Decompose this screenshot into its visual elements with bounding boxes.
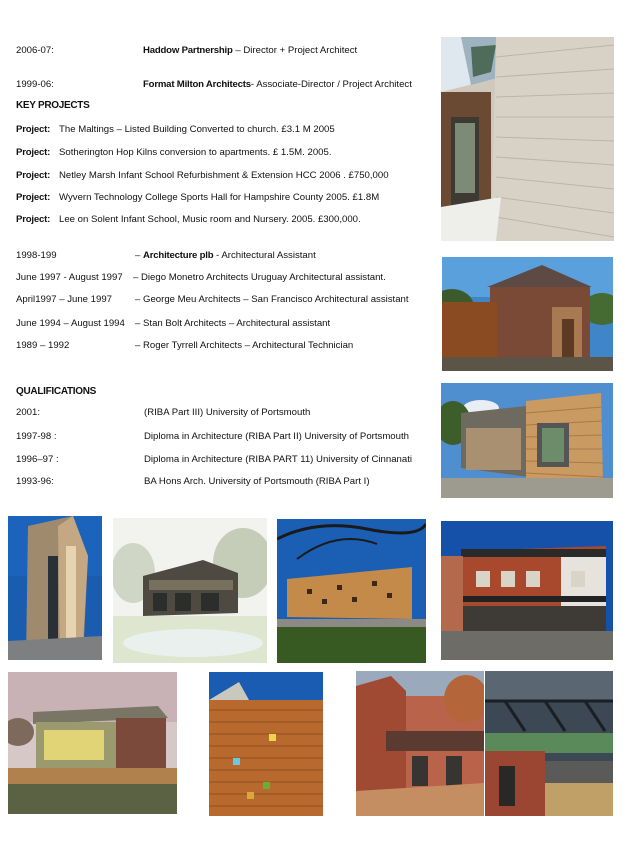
earlier-date-2: June 1997 - August 1997	[16, 272, 123, 283]
project-item: Sotherington Hop Kilns conversion to apartments. £ 1.5M. 2005.	[59, 147, 332, 158]
earlier-entry-4: – Stan Bolt Architects – Architectural assistant	[135, 318, 331, 329]
photo-school-dusk	[8, 672, 177, 814]
project-label: Project:	[16, 124, 51, 135]
employment-date-1: 2006-07:	[16, 45, 54, 56]
project-item: Netley Marsh Infant School Refurbishment & Extension HCC 2006 . £750,000	[59, 170, 389, 181]
firm-name: Architecture plb	[143, 250, 214, 261]
qualification-date: 1996–97 :	[16, 454, 59, 465]
earlier-entry-5: – Roger Tyrrell Architects – Architectural Technician	[135, 340, 354, 351]
project-label: Project:	[16, 147, 51, 158]
firm-name: Format Milton Architects	[143, 79, 251, 90]
photo-timber-wall	[209, 672, 323, 816]
photo-concrete-corridor	[441, 37, 614, 241]
qualification-date: 1997-98 :	[16, 431, 57, 442]
qualification-text: Diploma in Architecture (RIBA PART 11) University of Cinnanati	[144, 454, 413, 465]
key-projects-heading: KEY PROJECTS	[16, 100, 90, 111]
qualification-text: BA Hons Arch. University of Portsmouth (RIBA Part I)	[144, 476, 370, 487]
photo-timber-hall	[277, 519, 426, 663]
employment-date-2: 1999-06:	[16, 79, 54, 90]
role: - Associate-Director / Project Architect	[250, 79, 412, 90]
dash: –	[135, 250, 144, 261]
role: – Director + Project Architect	[232, 45, 358, 56]
photo-steel-canopy	[485, 671, 613, 816]
qualification-text: (RIBA Part III) University of Portsmouth	[144, 407, 311, 418]
earlier-date-1: 1998-199	[16, 250, 57, 261]
project-label: Project:	[16, 214, 51, 225]
photo-brick-balcony	[356, 671, 484, 816]
earlier-entry-2: – Diego Monetro Architects Uruguay Architectural assistant.	[133, 272, 386, 283]
firm-name: Haddow Partnership	[143, 45, 233, 56]
role: - Architectural Assistant	[213, 250, 316, 261]
employment-entry-2	[143, 79, 412, 91]
qualification-date: 2001:	[16, 407, 41, 418]
employment-entry-1	[143, 45, 357, 57]
qualification-text: Diploma in Architecture (RIBA Part II) University of Portsmouth	[144, 431, 409, 442]
project-label: Project:	[16, 192, 51, 203]
photo-tower	[8, 516, 102, 660]
earlier-date-4: June 1994 – August 1994	[16, 318, 125, 329]
qualifications-heading: QUALIFICATIONS	[16, 386, 97, 397]
photo-brick-apartments	[441, 521, 613, 660]
earlier-date-5: 1989 – 1992	[16, 340, 70, 351]
project-item: Wyvern Technology College Sports Hall for Hampshire County 2005. £1.8M	[59, 192, 380, 203]
project-item: The Maltings – Listed Building Converted to church. £3.1 M 2005	[59, 124, 335, 135]
project-item: Lee on Solent Infant School, Music room and Nursery. 2005. £300,000.	[59, 214, 361, 225]
earlier-date-3: April1997 – June 1997	[16, 294, 113, 305]
photo-brick-pavilion	[442, 257, 613, 371]
project-label: Project:	[16, 170, 51, 181]
earlier-entry-3: – George Meu Architects – San Francisco Architectural assistant	[135, 294, 409, 305]
photo-timber-extension	[441, 383, 613, 498]
photo-house-render	[113, 518, 267, 663]
earlier-entry-1	[135, 250, 316, 262]
qualification-date: 1993-96:	[16, 476, 54, 487]
